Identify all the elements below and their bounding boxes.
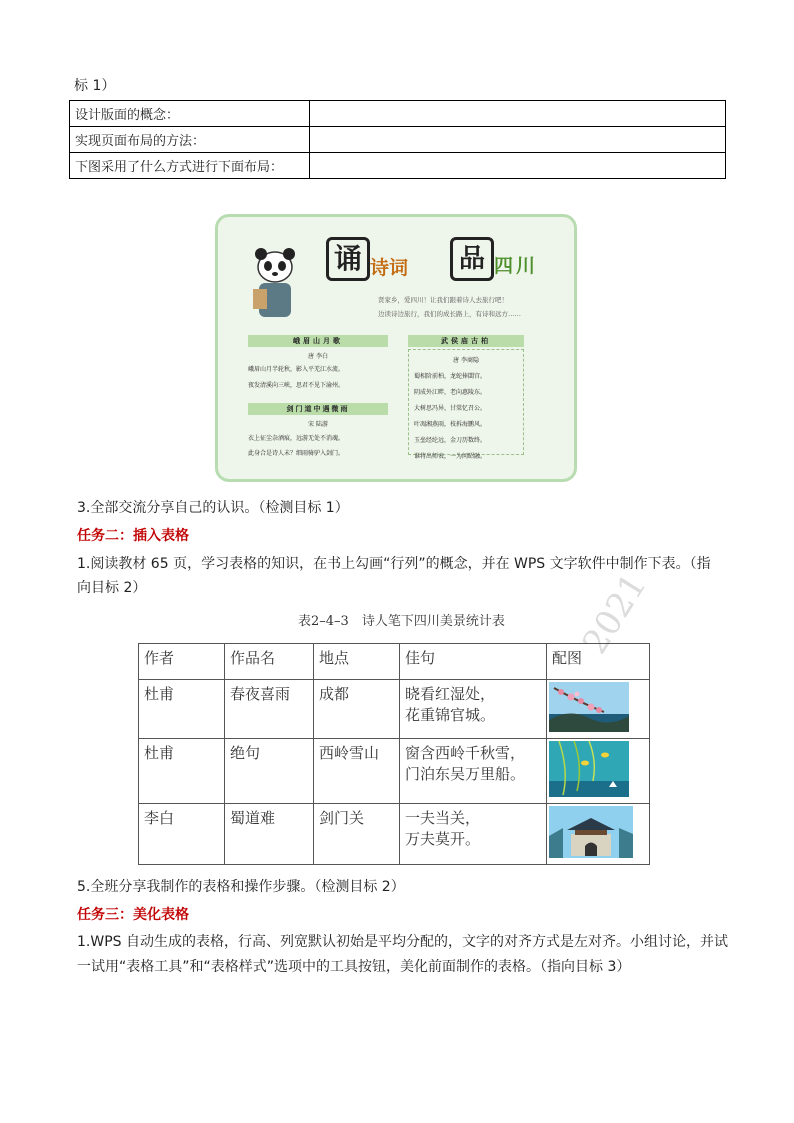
verse-line: 一夫当关， (405, 809, 481, 827)
poster-title-a: 诗词 (370, 257, 409, 279)
table-cell-label: 实现页面布局的方法： (70, 127, 310, 153)
table-cell-answer[interactable] (310, 127, 726, 153)
task2-heading: 任务二：插入表格 (77, 528, 189, 544)
column-header: 地点 (314, 644, 400, 680)
column-header: 作者 (139, 644, 225, 680)
poem2-title: 剑门道中遇微雨 (248, 403, 388, 415)
jianmen-pass-image (549, 806, 633, 858)
poem3-line: 玉垒经纶远，金刀历数终。 (414, 437, 487, 444)
willow-birds-image (549, 741, 629, 797)
verse-line: 万夫莫开。 (405, 830, 481, 848)
cell-place: 成都 (314, 680, 400, 739)
table-row (70, 127, 726, 153)
task2-text-2: 向目标 2） (77, 580, 147, 596)
poem3-title: 武侯庙古柏 (408, 335, 524, 347)
poem1-title: 峨眉山月歌 (248, 335, 388, 347)
cell-author: 杜甫 (139, 739, 225, 804)
verse-line: 窗含西岭千秋雪， (405, 744, 526, 762)
table-row (70, 101, 726, 127)
fragment-text: 标 1） (74, 78, 116, 94)
plum-blossom-image (549, 682, 629, 732)
verse-line: 晓看红湿处， (405, 685, 496, 703)
table-row (139, 804, 650, 865)
column-header: 配图 (547, 644, 650, 680)
poem3-line: 阴成外江畔，老向惠陵东。 (414, 389, 487, 396)
poster-title-b: 四川 (494, 255, 539, 277)
cell-verse (400, 739, 547, 804)
task3-text-1: 1.WPS 自动生成的表格，行高、列宽默认初始是平均分配的，文字的对齐方式是左对齐。小组讨论，并试 (77, 934, 728, 950)
panda-icon (248, 245, 302, 321)
table-cell-label: 下图采用了什么方式进行下面布局： (70, 153, 310, 179)
cell-author: 杜甫 (139, 680, 225, 739)
poster-image (215, 214, 577, 482)
cell-verse (400, 804, 547, 865)
table-header-row (139, 644, 650, 680)
task3-text-2: 一试用“表格工具”和“表格样式”选项中的工具按钮，美化前面制作的表格。（指向目标 3） (77, 959, 631, 975)
verse-line: 门泊东吴万里船。 (405, 765, 526, 783)
poem3-author: 唐 李商隐 (453, 357, 479, 364)
table-row (139, 739, 650, 804)
cell-place: 西岭雪山 (314, 739, 400, 804)
poem3-box (408, 349, 524, 460)
step5-text: 5.全班分享我制作的表格和操作步骤。（检测目标 2） (77, 879, 405, 895)
column-header: 作品名 (225, 644, 314, 680)
table-cell-answer[interactable] (310, 153, 726, 179)
poem2-line: 此身合是诗人未？细雨骑驴入剑门。 (248, 450, 345, 457)
table-cell-label: 设计版面的概念： (70, 101, 310, 127)
column-header: 佳句 (400, 644, 547, 680)
cell-image (547, 739, 650, 804)
cell-image (547, 804, 650, 865)
poem3-line: 蜀相阶前柏，龙蛇捧閟宫。 (414, 373, 487, 380)
cell-work: 春夜喜雨 (225, 680, 314, 739)
stats-table (138, 643, 650, 865)
watermark: 2021 (575, 566, 655, 662)
poem2-line: 衣上征尘杂酒痕，远游无处不消魂。 (248, 435, 345, 442)
table-row (70, 153, 726, 179)
poster-intro-2: 边读诗边旅行，我们的成长路上，有诗和远方…… (378, 310, 521, 318)
step3-text: 3.全部交流分享自己的认识。（检测目标 1） (77, 500, 349, 516)
cell-author: 李白 (139, 804, 225, 865)
cell-work: 蜀道难 (225, 804, 314, 865)
poem1-line: 峨眉山月半轮秋，影入平羌江水流。 (248, 366, 345, 373)
poem3-line: 叶凋湘燕雨，枝拆海鹏风。 (414, 421, 487, 428)
concept-table (69, 100, 726, 179)
table-row (139, 680, 650, 739)
poem1-line: 夜发清溪向三峡，思君不见下渝州。 (248, 382, 345, 389)
cell-verse (400, 680, 547, 739)
cell-work: 绝句 (225, 739, 314, 804)
verse-line: 花重锦官城。 (405, 706, 496, 724)
title-icon-b: 品 (450, 237, 494, 281)
title-icon-a: 诵 (326, 237, 370, 281)
poem3-line: 谁将出师表，一为问昭融。 (414, 453, 487, 460)
table-cell-answer[interactable] (310, 101, 726, 127)
table-caption: 表2–4–3 诗人笔下四川美景统计表 (298, 614, 505, 629)
poem2-author: 宋 陆游 (308, 421, 328, 428)
cell-image (547, 680, 650, 739)
task2-text-1: 1.阅读教材 65 页，学习表格的知识，在书上勾画“行列”的概念，并在 WPS 文字软件中制作下表。（指 (77, 556, 711, 572)
poster-intro-1: 贤家乡，爱四川！让我们跟着诗人去旅行吧！ (378, 296, 508, 304)
cell-place: 剑门关 (314, 804, 400, 865)
task3-heading: 任务三：美化表格 (77, 907, 189, 923)
poem3-line: 大树思冯异，甘棠忆召公。 (414, 405, 487, 412)
poem1-author: 唐 李白 (308, 353, 328, 360)
